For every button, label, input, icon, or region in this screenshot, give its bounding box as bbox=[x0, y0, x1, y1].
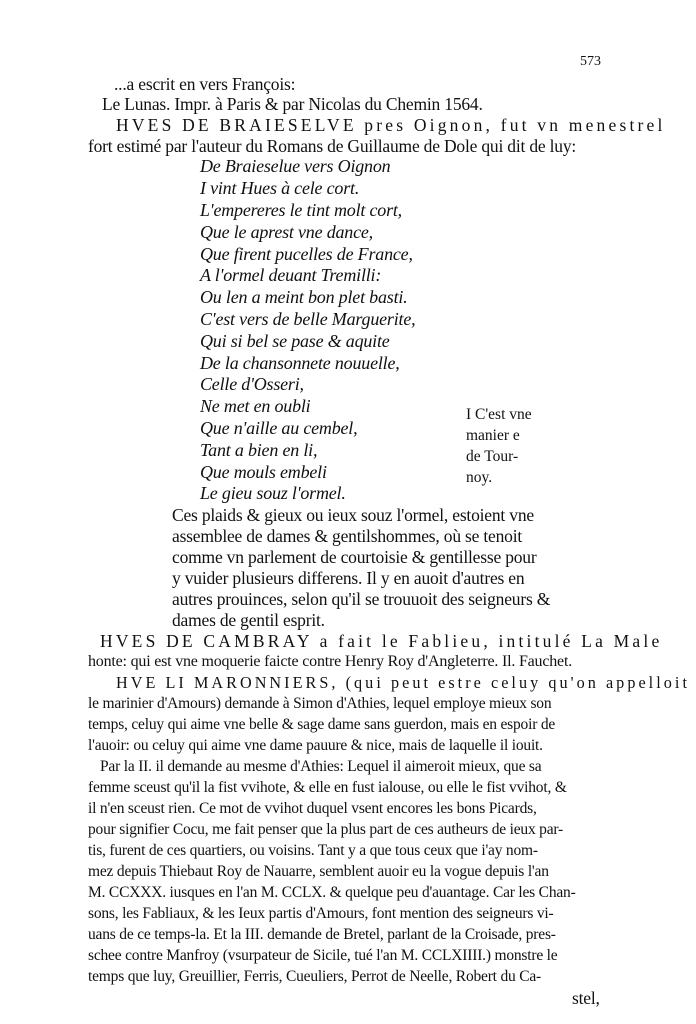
text-line: dames de gentil esprit. bbox=[172, 610, 325, 630]
verse-line: I vint Hues à cele cort. bbox=[200, 178, 360, 198]
text-line: sons, les Fabliaux, & les Ieux partis d'Amours, font mention des seigneurs vi- bbox=[88, 905, 554, 922]
margin-note-line: de Tour- bbox=[466, 448, 519, 465]
text-line: y vuider plusieurs differens. Il y en auoit d'autres en bbox=[172, 568, 525, 588]
verse-line: De Braieselue vers Oignon bbox=[200, 156, 391, 176]
text-line: ...a escrit en vers François: bbox=[114, 74, 296, 94]
text-line: il n'en sceust rien. Ce mot de vvihot duquel vsent encores les bons Picards, bbox=[88, 800, 537, 817]
margin-note-line: I C'est vne bbox=[466, 406, 532, 423]
page-number: 573 bbox=[580, 54, 601, 69]
text-line: assemblee de dames & gentilshommes, où se tenoit bbox=[172, 526, 523, 546]
entry-heading-line: HVE LI MARONNIERS, (qui peut estre celuy qu'on appelloit bbox=[116, 673, 691, 692]
margin-note bbox=[466, 404, 562, 488]
verse-line: De la chansonnete nouuelle, bbox=[200, 353, 400, 373]
text-line: honte: qui est vne moquerie faicte contre Henry Roy d'Angleterre. Il. Fauchet. bbox=[88, 653, 573, 670]
verse-line: Qui si bel se pase & aquite bbox=[200, 331, 390, 351]
text-line: uans de ce temps-la. Et la III. demande de Bretel, parlant de la Croisade, pres- bbox=[88, 926, 556, 943]
text-line: l'auoir: ou celuy qui aime vne dame pauure & nice, mais de laquelle il iouit. bbox=[88, 737, 543, 754]
text-line: Ces plaids & gieux ou ieux souz l'ormel, estoient vne bbox=[172, 505, 534, 525]
verse-line: C'est vers de belle Marguerite, bbox=[200, 309, 416, 329]
text-line: temps que luy, Greuillier, Ferris, Cueuliers, Perrot de Neelle, Robert du Ca- bbox=[88, 968, 542, 985]
text-line: stel, bbox=[572, 988, 600, 1008]
verse-line: Ou len a meint bon plet basti. bbox=[200, 287, 408, 307]
text-line: comme vn parlement de courtoisie & gentillesse pour bbox=[172, 547, 537, 567]
verse-line: Que mouls embeli bbox=[200, 462, 327, 482]
margin-note-line: noy. bbox=[466, 469, 493, 486]
text-line: autres prouinces, selon qu'il se trouuoit des seigneurs & bbox=[172, 589, 551, 609]
verse-line: A l'ormel deuant Tremilli: bbox=[200, 265, 382, 285]
text-line: femme sceust qu'il la fist vvihote, & elle en fust ialouse, ou elle le fist vvihot, & bbox=[88, 779, 567, 796]
verse-line: Ne met en oubli bbox=[200, 396, 311, 416]
text-line: schee contre Manfroy (vsurpateur de Sicile, tué l'an M. CCLXIIII.) monstre le bbox=[88, 947, 558, 964]
verse-line: L'empereres le tint molt cort, bbox=[200, 200, 402, 220]
verse-line: Que n'aille au cembel, bbox=[200, 418, 358, 438]
verse-line: Que firent pucelles de France, bbox=[200, 244, 413, 264]
verse-line: Que le aprest vne dance, bbox=[200, 222, 373, 242]
verse-line: Le gieu souz l'ormel. bbox=[200, 483, 346, 503]
verse-line: Tant a bien en li, bbox=[200, 440, 318, 460]
margin-note-line: manier e bbox=[466, 427, 520, 444]
entry-heading-line: HVES DE BRAIESELVE pres Oignon, fut vn menestrel bbox=[116, 115, 666, 135]
verse-line: Celle d'Osseri, bbox=[200, 374, 304, 394]
text-line: Par la II. il demande au mesme d'Athies: Lequel il aimeroit mieux, que sa bbox=[100, 758, 542, 775]
text-line: mez depuis Thiebaut Roy de Nauarre, semblent auoir eu la vogue depuis l'an bbox=[88, 863, 549, 880]
text-line: fort estimé par l'auteur du Romans de Guillaume de Dole qui dit de luy: bbox=[88, 136, 577, 156]
text-line: tis, furent de ces quartiers, ou voisins. Tant y a que tous ceux que i'ay nom- bbox=[88, 842, 538, 859]
entry-heading-line: HVES DE CAMBRAY a fait le Fablieu, intitulé La Male bbox=[100, 631, 663, 651]
text-line: Le Lunas. Impr. à Paris & par Nicolas du Chemin 1564. bbox=[102, 94, 483, 114]
text-line: pour signifier Cocu, me fait penser que la plus part de ces autheurs de ieux par- bbox=[88, 821, 564, 838]
text-line: M. CCXXX. iusques en l'an M. CCLX. & quelque peu d'auantage. Car les Chan- bbox=[88, 884, 576, 901]
text-line: le marinier d'Amours) demande à Simon d'Athies, lequel employe mieux son bbox=[88, 695, 552, 712]
text-line: temps, celuy qui aime vne belle & sage dame sans guerdon, mais en espoir de bbox=[88, 716, 556, 733]
